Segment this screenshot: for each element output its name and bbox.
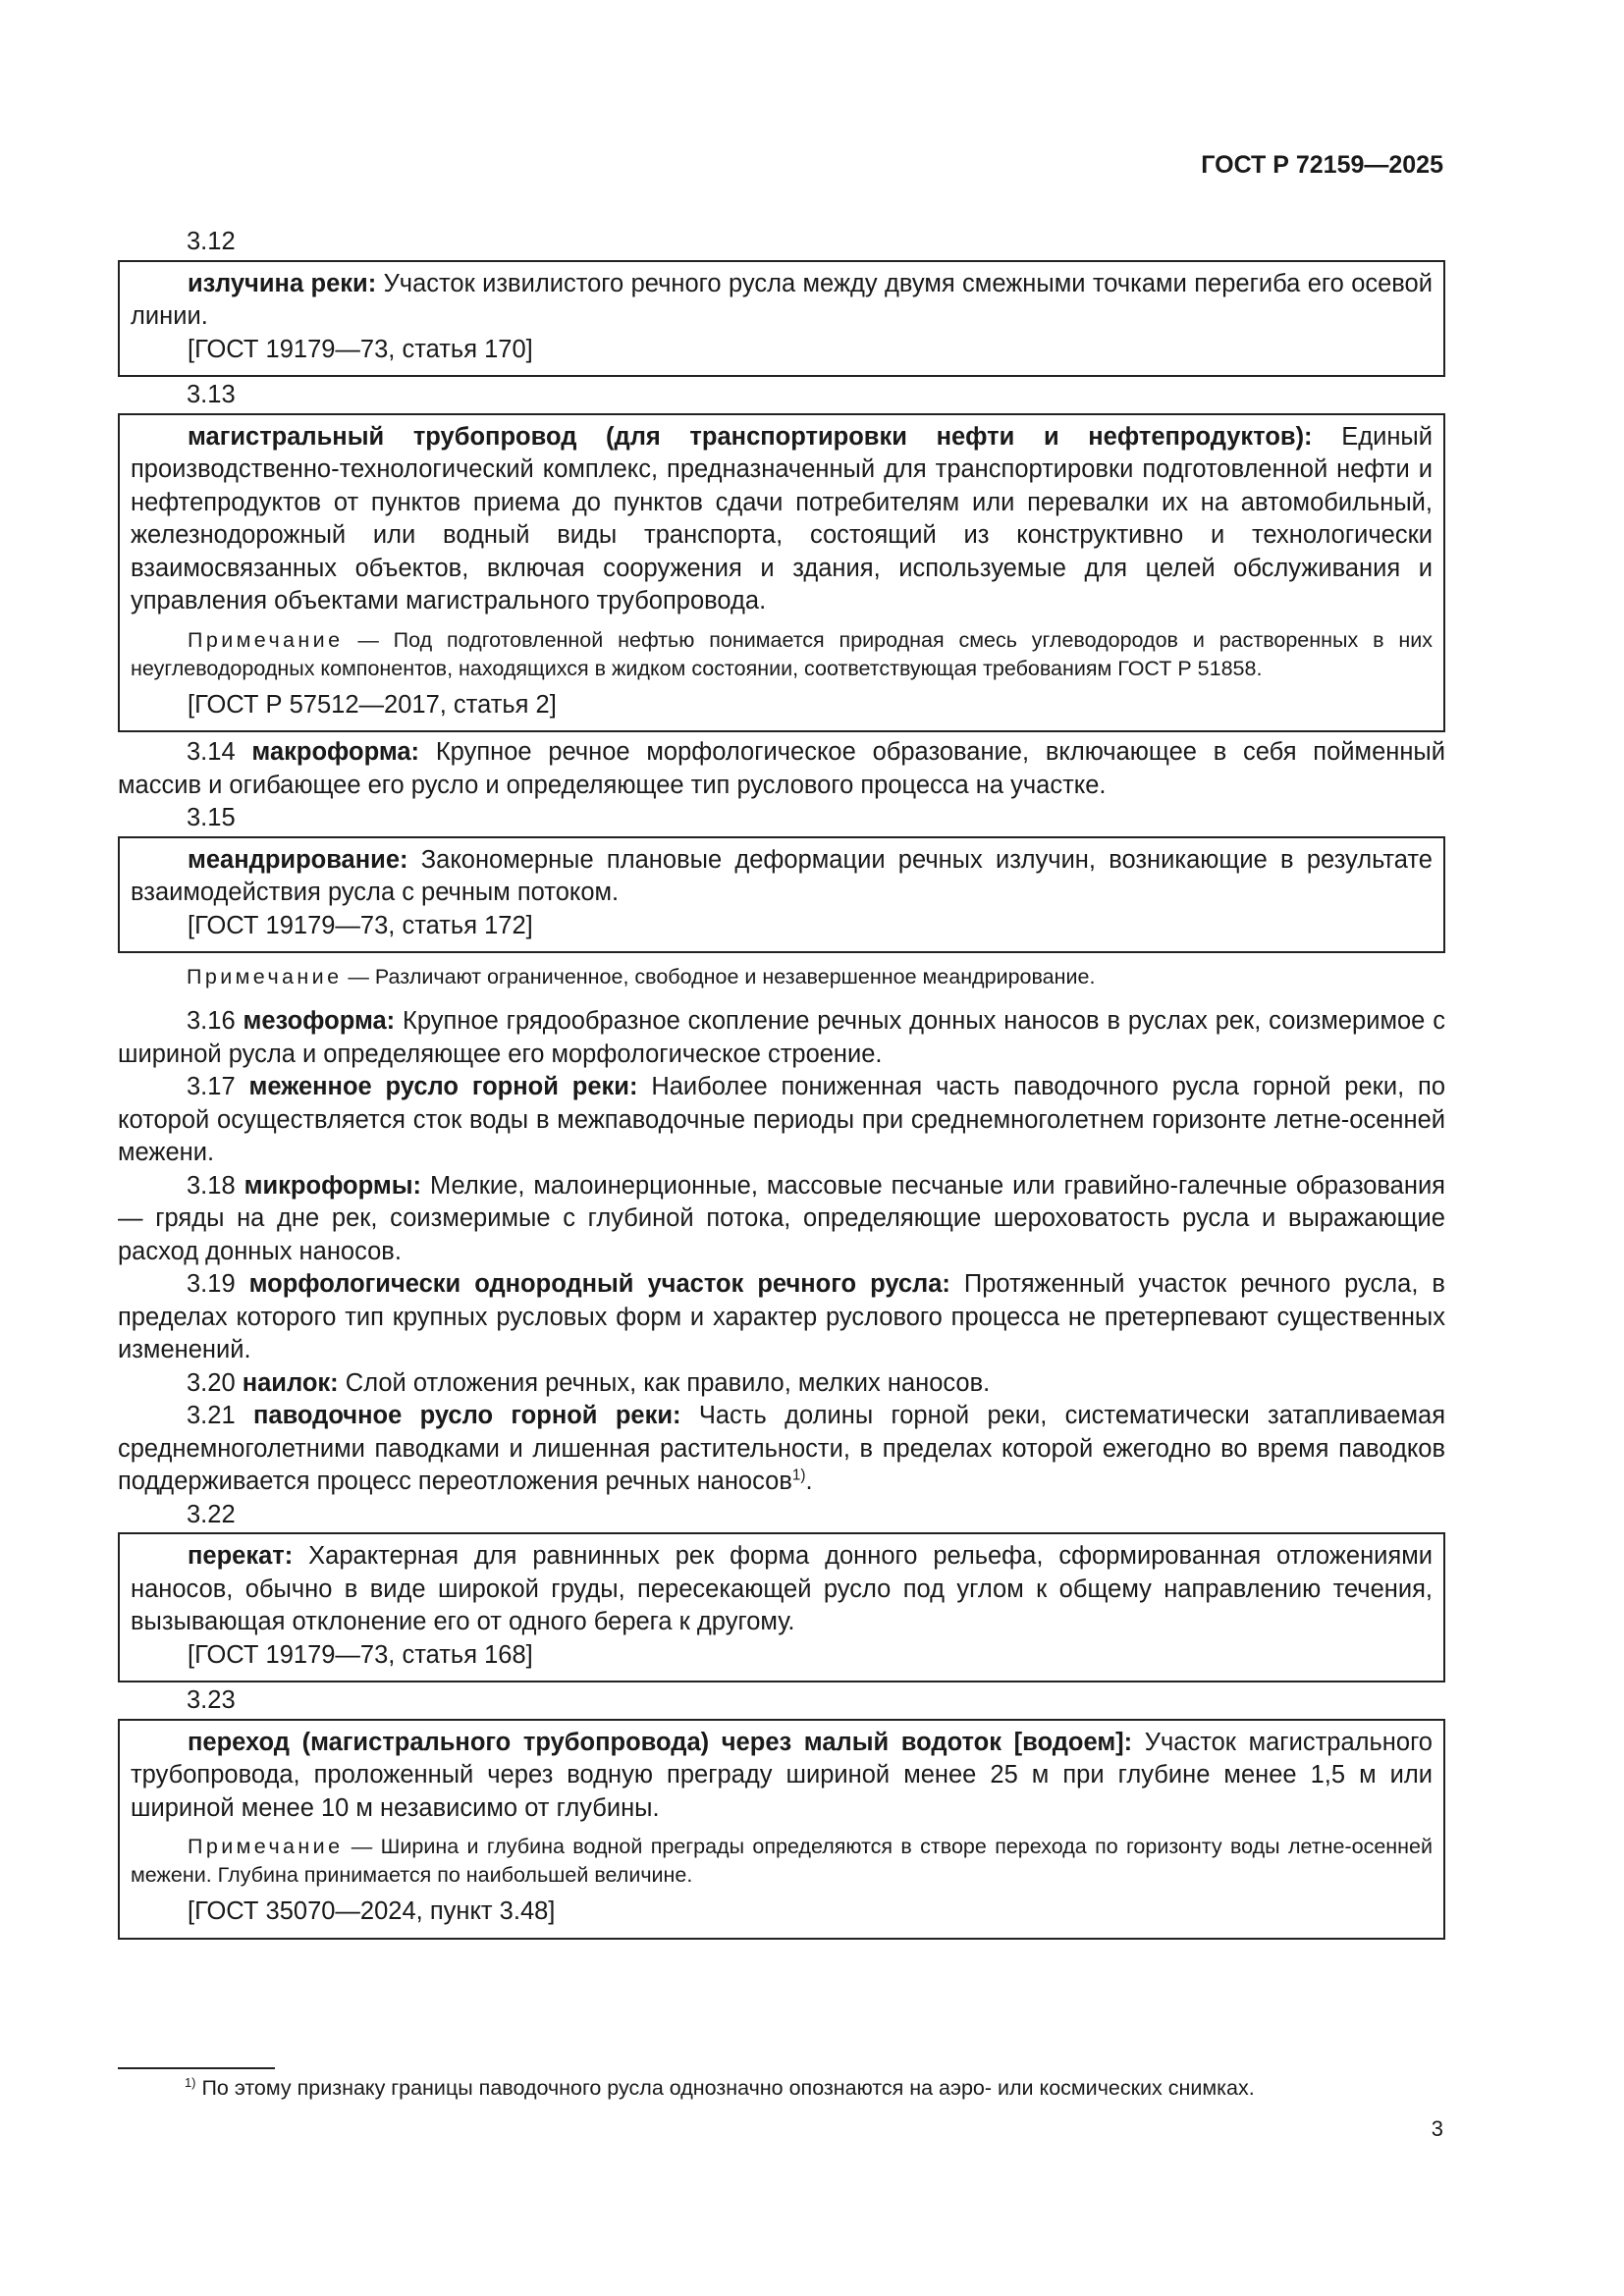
term: микроформы: [244,1171,422,1200]
definition: Слой отложения речных, как правило, мелких наносов. [338,1368,991,1397]
footnote-text: По этому признаку границы паводочного русла однозначно опознаются на аэро- или космических снимках. [195,2076,1255,2100]
source-reference: [ГОСТ 35070—2024, пункт 3.48] [188,1897,556,1925]
term: меандрирование: [188,845,408,874]
term: макроформа: [251,738,420,766]
entry-number: 3.15 [187,804,236,831]
term: морфологически однородный участок речного русла: [248,1270,950,1298]
note-label: Примечание [188,1835,344,1858]
term-box [118,413,1445,733]
note [118,963,1445,991]
term-box [118,260,1445,378]
page-content [118,226,1445,1940]
note [131,1833,1433,1890]
entry-number: 3.22 [187,1500,236,1528]
entry: 3.17 меженное русло горной реки: Наиболее пониженная часть паводочного русла горной реки, по которой осуществляется сток воды в межпаводочные периоды при среднемноголетнем горизонте летне-осенней межени. [118,1073,1446,1166]
definition: Мелкие, малоинерционные, массовые песчаные или гравийно-галечные образования — гряды на дне рек, соизмеримые с глубиной потока, определяющие шероховатость русла и выражающие расход донных наносов. [118,1171,1445,1265]
footnote-marker: 1) [185,2074,196,2090]
definition: Протяженный участок речного русла, в пределах которого тип крупных русловых форм и характер руслового процесса не претерпевают существенных изменений. [118,1270,1445,1363]
note-text: — Под подготовленной нефтью понимается природная смесь углеводородов и растворенных в них неуглеводородных компонентов, находящихся в жидком состоянии, соответствующая требованиям ГОСТ Р 51858. [131,627,1433,680]
footnote-marker: 1) [791,1467,806,1484]
term-box [118,836,1445,954]
definition: Наиболее пониженная часть паводочного русла горной реки, по которой осуществляется сток воды в межпаводочные периоды при среднемноголетнем горизонте летне-осенней межени. [118,1073,1446,1166]
footnote [185,2074,1255,2103]
note [131,626,1433,683]
definition: Закономерные плановые деформации речных излучин, возникающие в результате взаимодействия русла с речным потоком. [131,845,1433,906]
footnote-divider [118,2067,275,2069]
entry: 3.16 мезоформа: Крупное грядообразное скопление речных донных наносов в руслах рек, соизмеримое с шириной русла и определяющее его морфологическое строение. [118,1007,1445,1068]
definition: Часть долины горной реки, систематически затапливаемая среднемноголетними паводками и лишенная растительности, в пределах которой ежегодно во время паводков поддерживается процесс переотложения речных наносов [118,1402,1446,1495]
entry-number: 3.12 [187,228,236,255]
entry: 3.21 паводочное русло горной реки: Часть долины горной реки, систематически затапливаемая среднемноголетними паводками и лишенная растительности, в пределах которой ежегодно во время паводков поддерживается процесс переотложения речных наносов$^{1)}$. [118,1402,1446,1495]
definition: Участок извилистого речного русла между двумя смежными точками перегиба его осевой линии. [131,269,1433,330]
note-label: Примечание [187,965,343,988]
term: перекат: [188,1542,294,1570]
entry: 3.18 микроформы: Мелкие, малоинерционные, массовые песчаные или гравийно-галечные образования — гряды на дне рек, соизмеримые с глубиной потока, определяющие шероховатость русла и выражающие расход донных наносов. [118,1171,1445,1265]
definition: Крупное грядообразное скопление речных донных наносов в руслах рек, соизмеримое с шириной русла и определяющее его морфологическое строение. [118,1007,1445,1068]
entry: 3.14 макроформа: Крупное речное морфологическое образование, включающее в себя пойменный массив и огибающее его русло и определяющее тип руслового процесса на участке. [118,738,1445,799]
term: мезоформа: [243,1007,396,1035]
page-number: 3 [1431,2116,1443,2141]
definition: Единый производственно-технологический комплекс, предназначенный для транспортировки подготовленной нефти и нефтепродуктов от пунктов приема до пунктов сдачи потребителям или перевалки их на автомобильный, железнодорожный или водный виды транспорта, состоящий из конструктивно и технологически взаимосвязанных объектов, включая сооружения и здания, используемые для целей обслуживания и управления объектами магистрального трубопровода. [131,422,1434,614]
term: излучина реки: [188,269,377,297]
term: паводочное русло горной реки: [253,1402,681,1429]
source-reference: [ГОСТ Р 57512—2017, статья 2] [188,690,557,719]
term-box [118,1532,1445,1682]
definition: Характерная для равнинных рек форма донного рельефа, сформированная отложениями наносов, обычно в виде широкой груды, пересекающей русло под углом к общему направлению течения, вызывающая отклонение его от одного берега к другому. [131,1542,1433,1635]
entry-number: 3.23 [187,1686,236,1714]
term: магистральный трубопровод (для транспортировки нефти и нефтепродуктов): [188,422,1313,451]
term: меженное русло горной реки: [248,1073,638,1100]
definition: Крупное речное морфологическое образование, включающее в себя пойменный массив и огибающее его русло и определяющее тип руслового процесса на участке. [118,738,1445,799]
entry-number: 3.13 [187,381,236,408]
note-text: — Ширина и глубина водной преграды определяются в створе перехода по горизонту воды летне-осенней межени. Глубина принимается по наибольшей величине. [131,1835,1433,1887]
entry: 3.19 морфологически однородный участок речного русла: Протяженный участок речного русла, в пределах которого тип крупных русловых форм и характер руслового процесса не претерпевают существенных изменений. [118,1270,1445,1363]
source-reference: [ГОСТ 19179—73, статья 170] [188,335,533,363]
term-box [118,1719,1445,1940]
entry: 3.20 наилок: Слой отложения речных, как правило, мелких наносов. [187,1368,991,1397]
definition: Участок магистрального трубопровода, проложенный через водную преграду шириной менее 25 м при глубине менее 1,5 м или шириной менее 10 м независимо от глубины. [131,1728,1433,1822]
term: переход (магистрального трубопровода) через малый водоток [водоем]: [188,1728,1133,1756]
document-code: ГОСТ Р 72159—2025 [1201,151,1443,179]
source-reference: [ГОСТ 19179—73, статья 172] [188,911,533,939]
note-text: — Различают ограниченное, свободное и незавершенное меандрирование. [342,965,1096,988]
note-label: Примечание [188,627,344,652]
source-reference: [ГОСТ 19179—73, статья 168] [188,1640,533,1669]
term: наилок: [242,1368,339,1397]
